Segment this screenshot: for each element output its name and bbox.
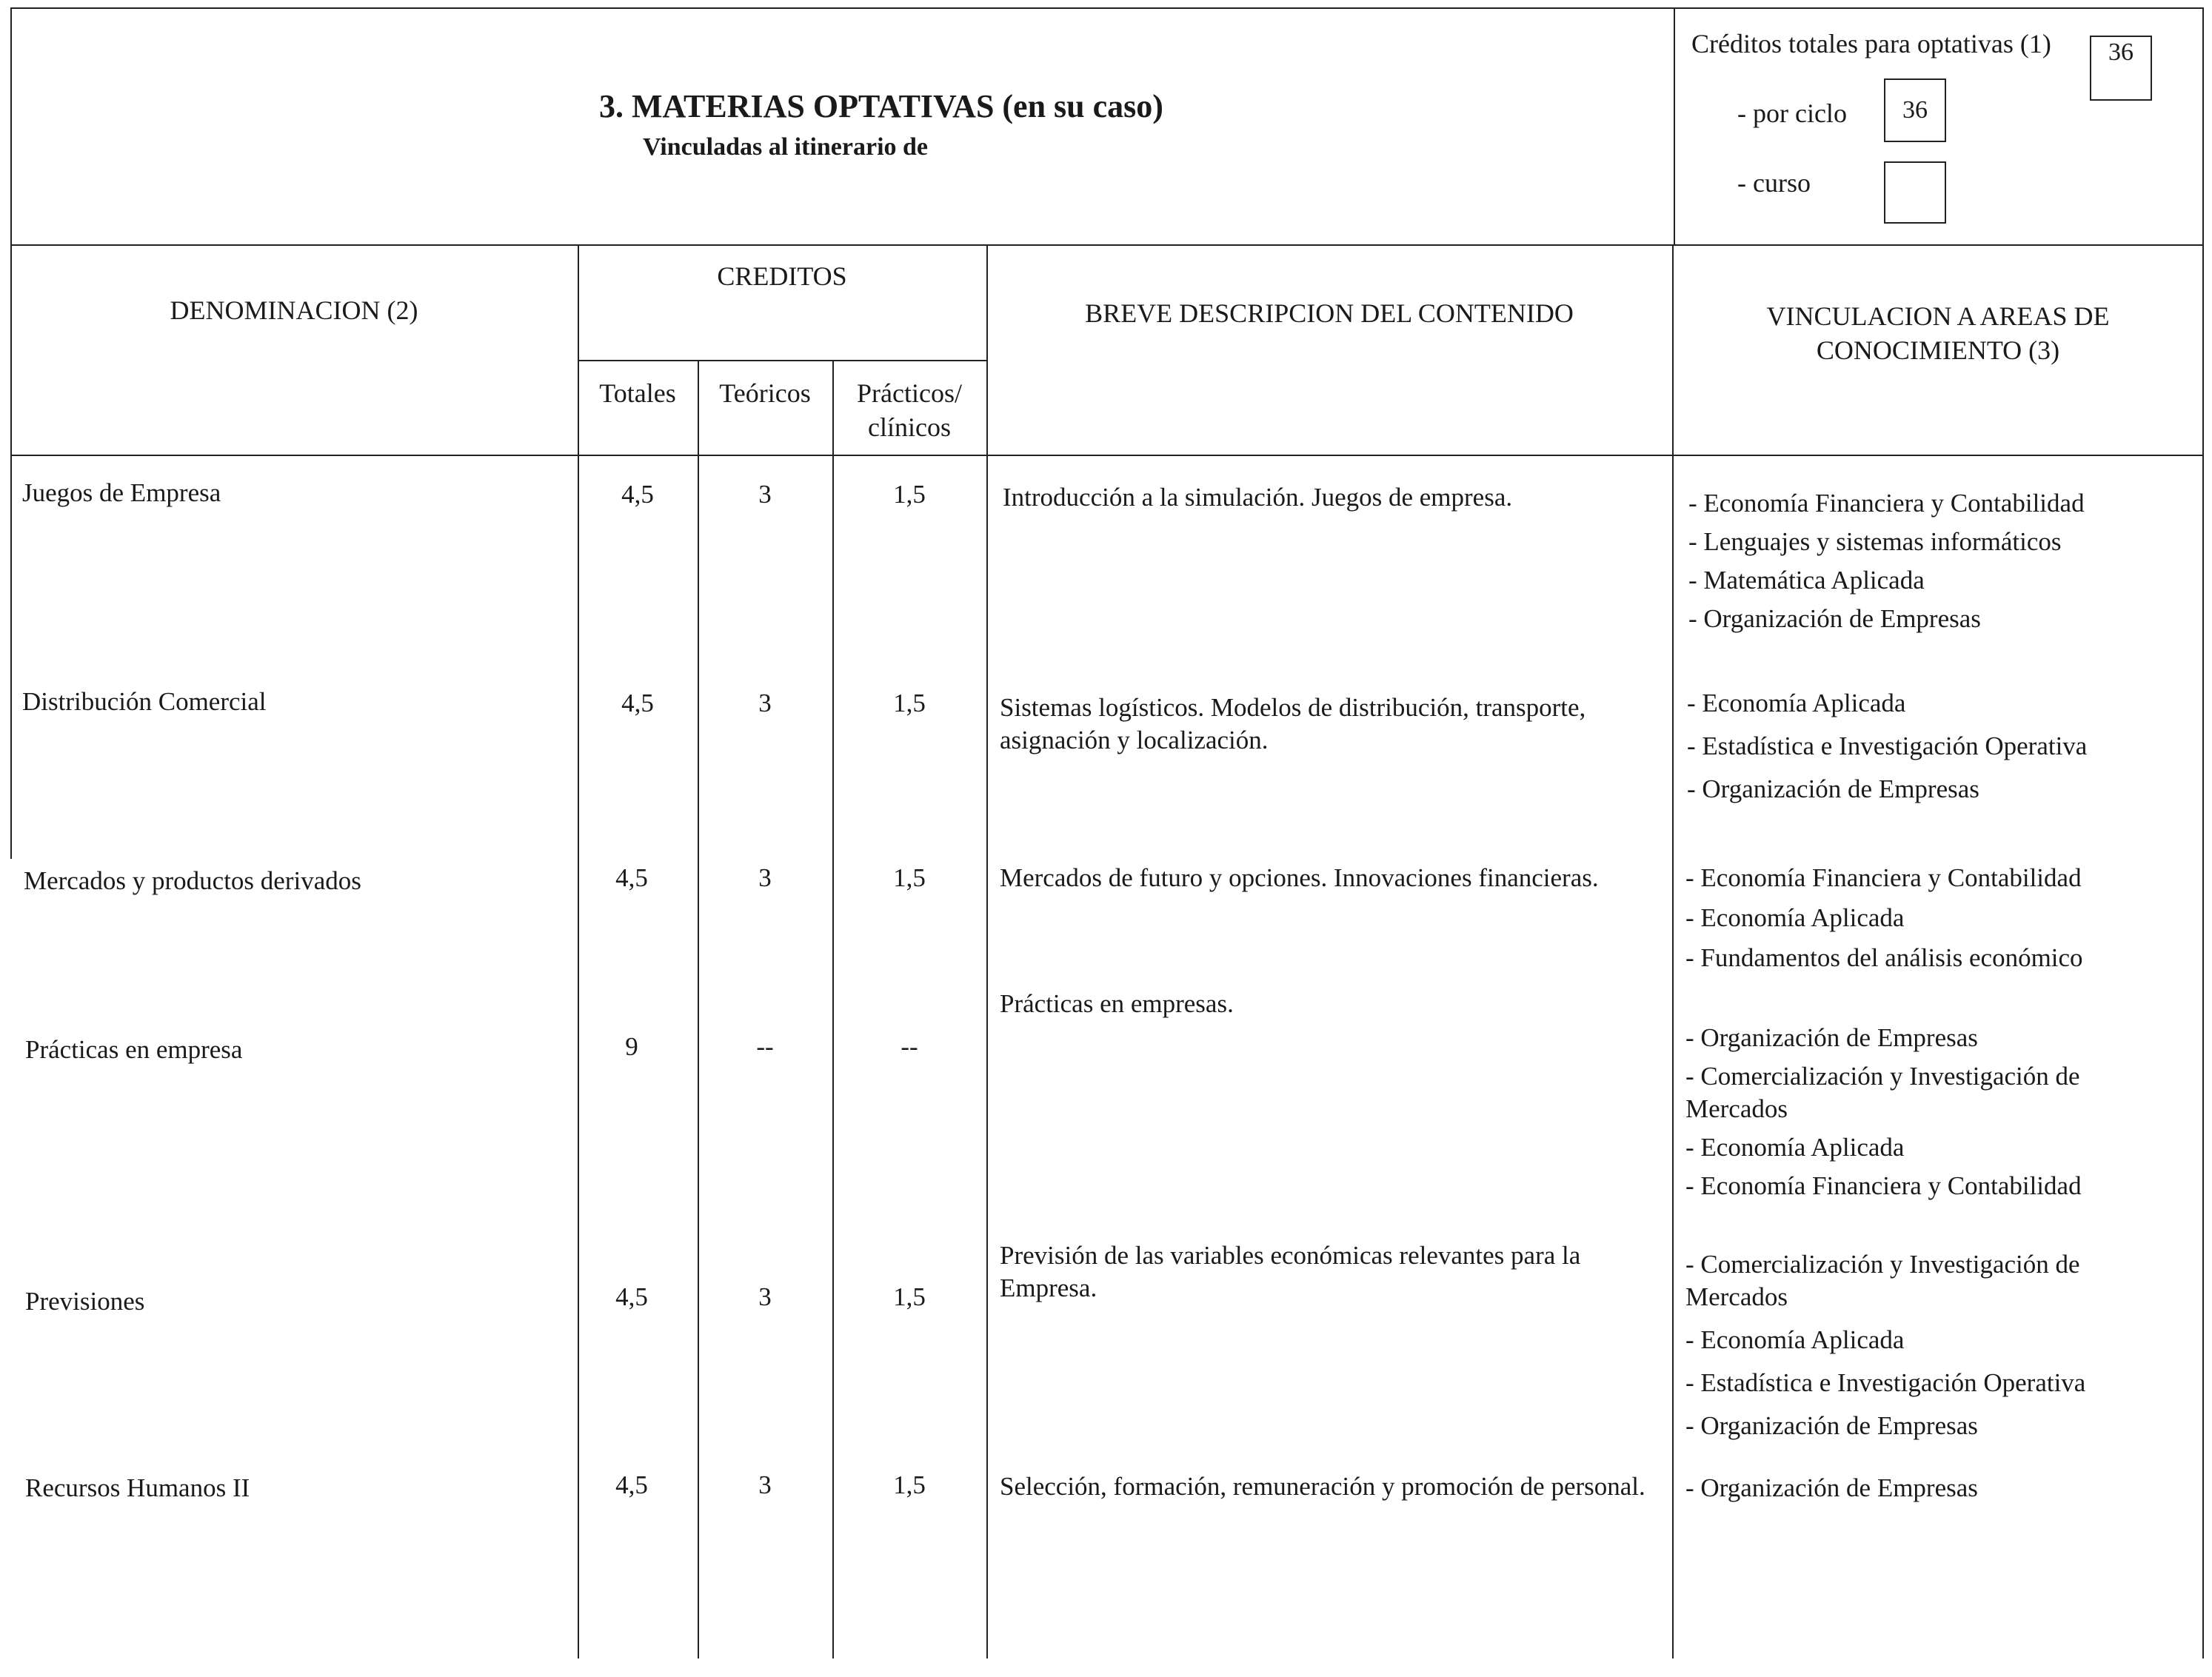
area-item: - Economía Aplicada	[1687, 689, 1906, 717]
area-item: - Matemática Aplicada	[1688, 566, 1925, 595]
row-practicos: 1,5	[893, 1470, 926, 1499]
col-header-practicos-line2: clínicos	[868, 412, 951, 442]
row-areas	[1687, 687, 2198, 811]
area-item: - Economía Financiera y Contabilidad	[1685, 1171, 2082, 1200]
row-practicos: 1,5	[893, 863, 926, 892]
area-item: - Economía Financiera y Contabilidad	[1685, 863, 2082, 892]
area-item: - Estadística e Investigación Operativa	[1685, 1368, 2086, 1397]
area-item: - Economía Financiera y Contabilidad	[1688, 489, 2085, 518]
col-header-practicos	[832, 376, 986, 444]
top-border	[10, 7, 2202, 9]
row-areas	[1685, 1248, 2145, 1448]
row-description: Prácticas en empresas.	[1000, 989, 1234, 1018]
row-totales: 9	[625, 1032, 638, 1061]
credits-total-label: Créditos totales para optativas (1)	[1691, 29, 2051, 58]
row-teoricos: 3	[758, 1470, 772, 1499]
course-box	[1884, 161, 1946, 224]
area-item: - Estadística e Investigación Operativa	[1687, 732, 2088, 760]
row-name: Distribución Comercial	[22, 687, 267, 716]
area-item: - Economía Aplicada	[1685, 1133, 1905, 1162]
row-practicos: 1,5	[893, 1282, 926, 1311]
row-description: Introducción a la simulación. Juegos de empresa.	[1003, 483, 1513, 512]
row-teoricos: 3	[758, 689, 772, 717]
col-divider-descripcion	[1672, 244, 1674, 1658]
row-name: Juegos de Empresa	[22, 478, 221, 507]
header-bottom-border	[10, 244, 2202, 246]
col-divider-denominacion	[578, 244, 579, 1658]
col-header-totales: Totales	[599, 378, 676, 408]
area-item: - Comercialización y Investigación de Mercados	[1685, 1062, 2080, 1123]
area-item: - Organización de Empresas	[1687, 774, 1979, 803]
area-item: - Economía Aplicada	[1685, 903, 1905, 932]
col-header-vinculacion	[1674, 299, 2202, 367]
row-description: Previsión de las variables económicas relevantes para la Empresa.	[1000, 1241, 1581, 1302]
row-name: Prácticas en empresa	[25, 1035, 243, 1064]
row-teoricos: 3	[758, 1282, 772, 1311]
row-practicos: --	[900, 1032, 918, 1061]
page-subtitle: Vinculadas al itinerario de	[643, 133, 929, 161]
row-areas	[1685, 1472, 2196, 1510]
area-item: - Fundamentos del análisis económico	[1685, 943, 2083, 972]
area-item: - Organización de Empresas	[1685, 1023, 1978, 1052]
course-label: - curso	[1737, 168, 1811, 198]
row-areas	[1685, 862, 2196, 980]
row-areas	[1685, 1022, 2145, 1208]
row-name: Previsiones	[25, 1287, 145, 1316]
row-totales: 4,5	[615, 863, 648, 892]
left-border	[10, 7, 12, 859]
area-item: - Organización de Empresas	[1685, 1473, 1978, 1502]
row-totales: 4,5	[621, 480, 654, 509]
col-header-denominacion: DENOMINACION (2)	[170, 295, 418, 325]
row-name: Recursos Humanos II	[25, 1473, 250, 1502]
column-header-bottom-border	[10, 455, 2202, 456]
row-teoricos: 3	[758, 480, 772, 509]
row-name: Mercados y productos derivados	[24, 866, 361, 895]
right-border	[2202, 7, 2204, 1658]
row-practicos: 1,5	[893, 480, 926, 509]
per-cycle-box: 36	[1884, 78, 1946, 142]
row-description: Sistemas logísticos. Modelos de distribución, transporte, asignación y localización.	[1000, 693, 1586, 754]
row-description: Selección, formación, remuneración y promoción de personal.	[1000, 1472, 1645, 1501]
col-divider-practicos	[986, 244, 988, 1658]
row-teoricos: --	[756, 1032, 774, 1061]
area-item: - Lenguajes y sistemas informáticos	[1688, 527, 2062, 556]
row-teoricos: 3	[758, 863, 772, 892]
col-header-creditos: CREDITOS	[717, 261, 847, 291]
col-header-practicos-line1: Prácticos/	[857, 378, 962, 408]
area-item: - Economía Aplicada	[1685, 1325, 1905, 1354]
row-totales: 4,5	[615, 1470, 648, 1499]
col-divider-teoricos	[832, 360, 834, 1658]
area-item: - Organización de Empresas	[1688, 604, 1981, 633]
col-header-teoricos: Teóricos	[719, 378, 811, 408]
credits-subheader-border	[578, 360, 986, 361]
row-totales: 4,5	[621, 689, 654, 717]
area-item: - Comercialización y Investigación de Mercados	[1685, 1250, 2080, 1311]
col-header-vinculacion-line2: CONOCIMIENTO (3)	[1816, 335, 2060, 365]
row-description: Mercados de futuro y opciones. Innovaciones financieras.	[1000, 863, 1599, 892]
row-totales: 4,5	[615, 1282, 648, 1311]
page-title: 3. MATERIAS OPTATIVAS (en su caso)	[599, 88, 1163, 124]
header-divider	[1674, 7, 1675, 244]
credits-total-box: 36	[2090, 36, 2152, 101]
col-header-vinculacion-line1: VINCULACION A AREAS DE	[1766, 301, 2110, 331]
row-areas	[1688, 487, 2199, 641]
per-cycle-label: - por ciclo	[1737, 98, 1847, 128]
area-item: - Organización de Empresas	[1685, 1411, 1978, 1440]
col-header-descripcion: BREVE DESCRIPCION DEL CONTENIDO	[1085, 298, 1574, 328]
row-practicos: 1,5	[893, 689, 926, 717]
col-divider-totales	[698, 360, 699, 1658]
